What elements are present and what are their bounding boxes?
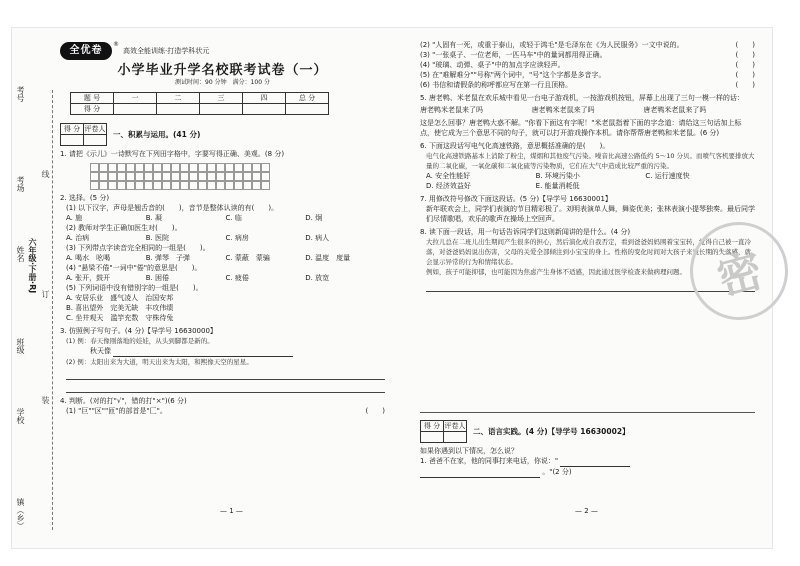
exam-title: 小学毕业升学名校联考试卷（一） — [117, 63, 328, 78]
left-page — [60, 40, 385, 416]
grid-cell[interactable] — [162, 172, 171, 181]
option[interactable]: A. 施 — [66, 214, 83, 222]
section2-intro: 如果你遇到以下情况，怎么说？ — [420, 447, 518, 455]
option[interactable]: B. 医院 — [145, 234, 170, 242]
grid-cell[interactable] — [216, 172, 225, 181]
score-cell: 一 — [114, 93, 157, 104]
grid-cell[interactable] — [180, 163, 189, 172]
section2-q1 — [420, 456, 755, 467]
option[interactable]: B. 环境污染小 — [535, 172, 580, 180]
q8-passage-2: 例如，孩子可能抑郁，也可能因为焦虑产生身体不适感，因此通过医学检查来做病理问题。 — [426, 268, 686, 276]
question-6 — [420, 141, 755, 151]
page-number-2: — 2 — — [575, 507, 598, 515]
grid-cell[interactable] — [189, 181, 198, 190]
question-3: 3. 仿照例子写句子。(4 分)【导学号 16630000】 — [60, 327, 217, 335]
option[interactable]: B. 凝 — [145, 214, 163, 222]
grader-blank[interactable] — [84, 135, 107, 146]
answer-parentheses[interactable]: ( ) — [735, 51, 755, 59]
grid-cell[interactable] — [108, 181, 117, 190]
grid-cell[interactable] — [144, 163, 153, 172]
class-label: 班级 — [16, 338, 25, 354]
question-8: 8. 读下面一段话，用一句话告诉同学们这则新闻讲的是什么。(4 分) — [420, 228, 631, 236]
option[interactable]: A. 喝水 吆喝 — [66, 254, 111, 262]
grid-cell[interactable] — [225, 181, 234, 190]
section2-title: 二、语言实践。(4 分)【导学号 16630002】 — [473, 426, 630, 436]
grid-cell[interactable] — [198, 181, 207, 190]
q5-line-2[interactable]: 唐老鸭米老鼠来了吗 — [531, 106, 595, 114]
brand-header — [60, 40, 385, 62]
option[interactable]: D. 放宽 — [305, 274, 330, 282]
grid-cell[interactable] — [234, 163, 243, 172]
grid-cell[interactable] — [153, 172, 162, 181]
judge-5-text: (5) 在"难解难分""号称"两个词中，"号"这个字都是多音字。 — [420, 71, 606, 79]
grade-table — [60, 123, 107, 146]
grid-cell[interactable] — [99, 181, 108, 190]
grid-cell[interactable] — [162, 163, 171, 172]
q3-answer-2-line[interactable] — [66, 369, 385, 380]
grid-cell[interactable] — [189, 172, 198, 181]
q3-example-2: (2) 例：太阳出来为大道，明天出来为太阳，和熙像天空的星星。 — [66, 358, 253, 366]
option[interactable]: A. 治病 — [66, 234, 90, 242]
score-cell: 得 分 — [71, 104, 114, 115]
grid-cell[interactable] — [117, 163, 126, 172]
grid-cell[interactable] — [162, 181, 171, 190]
q3-example-1: (1) 例：春天像刚落地的娃娃，从头到脚都是新的。 — [66, 337, 214, 345]
question-1: 1. 请把《示儿》一诗默写在下列田字格中，字要写得正确、美观。(8 分) — [60, 150, 285, 158]
option[interactable]: D. 经济效益好 — [426, 182, 471, 190]
grid-cell[interactable] — [171, 163, 180, 172]
seal-mark-pack: 装 — [41, 396, 50, 404]
q6-passage: 电气化高速铁路基本上消除了粉尘，煤烟和其他废气污染。噪音比高速公路低约 5～10 分贝。而喷气客机要排放大量的二氧化碳，一氧化碳和二氧化硫等污染物质，它们在大气中造成比较严重的污染。 — [426, 152, 755, 170]
grid-cell[interactable] — [243, 181, 252, 190]
grid-cell[interactable] — [234, 181, 243, 190]
school-label: 学校 — [16, 408, 25, 424]
grade-score-blank[interactable] — [421, 432, 444, 443]
q5-screen-lines — [420, 105, 755, 115]
judge-3-text: (3) "一张桌子、一位老师，一匹马车"中的量词都用得正确。 — [420, 51, 607, 59]
grid-cell[interactable] — [207, 172, 216, 181]
judge-6-text: (6) 书信和请假条的称呼都应写在第一行且顶格。 — [420, 81, 573, 89]
judge-2 — [420, 40, 755, 50]
section-divider — [420, 412, 755, 413]
grid-cell[interactable] — [153, 163, 162, 172]
option[interactable]: C. 运行速度快 — [645, 172, 690, 180]
grader-label: 评卷人 — [84, 125, 106, 133]
grade-score-label: 得 分 — [421, 421, 444, 432]
section2-q1-text: 1. 爸爸不在家，他的同事打来电话，你说：" — [420, 457, 559, 465]
q3-answer-prefix: 秋天像 — [90, 347, 111, 355]
answer-parentheses[interactable]: ( ) — [735, 71, 755, 79]
q7-passage[interactable]: 新年联欢会上，同学们表演的节目精彩极了。刘明表演单人舞，舞姿优美；张林表演小提琴独奏。最后同学们尽情歌唱，欢乐的歌声在操场上空回声。 — [426, 205, 755, 223]
grid-cell[interactable] — [90, 181, 99, 190]
q2-sub1: (1) 以下汉字，声母是翘舌音的( )，音节是整体认读的有( )。 — [66, 204, 279, 212]
town-label: 镇（乡） — [16, 498, 25, 530]
option[interactable]: B. 弹琴 子弹 — [145, 254, 191, 262]
grid-cell[interactable] — [126, 163, 135, 172]
grid-cell[interactable] — [225, 172, 234, 181]
score-cell: 题 号 — [71, 93, 114, 104]
grid-cell[interactable] — [261, 163, 270, 172]
q4-sub1-text: (1) "巨""区""匝"的部首是"匚"。 — [66, 407, 167, 415]
q2-sub2-options — [60, 233, 385, 243]
page-number-1: — 1 — — [220, 507, 243, 515]
grade-table — [420, 420, 467, 443]
grid-cell[interactable] — [252, 163, 261, 172]
grid-cell[interactable] — [117, 172, 126, 181]
q2-sub5-option-b[interactable]: B. 喜出望外 完美无缺 丰攻伟绩 — [66, 304, 174, 312]
q2-sub3-options — [60, 253, 385, 263]
q2-sub1-options — [60, 213, 385, 223]
option[interactable]: D. 病人 — [305, 234, 330, 242]
score-cell: 三 — [200, 93, 243, 104]
answer-parentheses[interactable]: ( ) — [735, 81, 755, 89]
option[interactable]: A. 安全性能好 — [426, 172, 471, 180]
q6-options-row1 — [420, 171, 755, 181]
judge-2-text: (2) "人固有一死，或重于泰山，或轻于鸿毛"是毛泽东在《为人民服务》一文中说的。 — [420, 41, 684, 49]
grid-cell[interactable] — [234, 172, 243, 181]
brand-logo: 全优卷 — [60, 42, 112, 60]
grid-cell[interactable] — [117, 181, 126, 190]
q5-paragraph: 这是怎么回事？唐老鸭大惑不解。"你看下面这有字呢！"米老鼠指着下面的字念道：请给这三句话加上标点，使它成为三个意思不同的句子，就可以打开游戏操作本机。请你帮帮唐老鸭和米老鼠。(6 分) — [420, 119, 742, 137]
judge-5 — [420, 70, 755, 80]
grid-cell[interactable] — [108, 163, 117, 172]
option[interactable]: C. 临 — [225, 214, 242, 222]
grid-cell[interactable] — [252, 172, 261, 181]
grid-cell[interactable] — [225, 163, 234, 172]
grid-cell[interactable] — [261, 181, 270, 190]
confidential-stamp: 密 — [679, 211, 799, 331]
grid-cell[interactable] — [153, 181, 162, 190]
score-cell: 四 — [243, 93, 286, 104]
score-blank[interactable] — [286, 104, 329, 115]
score-blank[interactable] — [200, 104, 243, 115]
question-2: 2. 选择。(5 分) — [60, 194, 110, 202]
section2-q1-end: 。"(2 分) — [542, 468, 572, 476]
grid-cell[interactable] — [126, 181, 135, 190]
score-cell: 总 分 — [286, 93, 329, 104]
grid-cell[interactable] — [135, 163, 144, 172]
judge-4-text: (4) "玻璃、动弹、桌子"中的加点字应读轻声。 — [420, 61, 565, 69]
grid-cell[interactable] — [180, 181, 189, 190]
grid-cell[interactable] — [243, 163, 252, 172]
grid-cell[interactable] — [252, 181, 261, 190]
answer-parentheses[interactable]: ( ) — [735, 61, 755, 69]
judge-4 — [420, 60, 755, 70]
grid-cell[interactable] — [198, 172, 207, 181]
section2-grade-box — [420, 420, 755, 443]
binding-dashed-line — [52, 90, 53, 530]
grid-cell[interactable] — [126, 172, 135, 181]
grid-cell[interactable] — [99, 172, 108, 181]
grade-score-blank[interactable] — [61, 135, 84, 146]
grid-cell[interactable] — [99, 163, 108, 172]
score-blank[interactable] — [114, 104, 157, 115]
grid-cell[interactable] — [135, 181, 144, 190]
grid-cell[interactable] — [207, 181, 216, 190]
option[interactable]: C. 疲倦 — [225, 274, 249, 282]
q5-line-1[interactable]: 唐老鸭米老鼠来了吗 — [420, 106, 483, 114]
section2-q1-blank-2[interactable] — [420, 467, 540, 478]
score-table-score-row — [71, 104, 329, 115]
grid-cell[interactable] — [171, 172, 180, 181]
q8-passage-1: 大拉儿总在二班儿出生期间产生很多的担心，然后演化成自我否定，看到爸爸妈妈围着宝宝转，觉得自己被一直冷落，对爸爸妈妈说出伤害，父母的关爱全部倾注到小宝宝的身上。性格的变化时间对大孩子来说长期的失落感，就会显示异常的行为和情绪状态。 — [426, 238, 751, 266]
question-5: 5. 唐老鸭、米老鼠在欢乐城中看见一台电子游戏机，一按游戏机按钮，屏幕上出现了三句一模一样的话： — [420, 94, 744, 102]
grader-label: 评卷人 — [444, 422, 466, 430]
grid-cell[interactable] — [90, 172, 99, 181]
writing-grid[interactable] — [90, 163, 385, 190]
option[interactable]: E. 能量消耗低 — [535, 182, 580, 190]
q2-sub5-option-a[interactable]: A. 安居乐业 盛气凌人 治国安邦 — [66, 294, 174, 302]
brand-slogan: 高效全能训练·打造学科状元 — [123, 47, 210, 55]
seal-mark-line: 线 — [41, 170, 50, 178]
q2-sub5: (5) 下列词语中没有错别字的一组是( )。 — [66, 284, 203, 292]
q2-sub4: (4) "悬梁不倦"一词中"倦"的意思是( )。 — [66, 264, 202, 272]
judge-6 — [420, 80, 755, 90]
grid-cell[interactable] — [216, 181, 225, 190]
question-4: 4. 判断。(对的打"√"，错的打"×")(6 分) — [60, 397, 187, 405]
option[interactable]: C. 病房 — [225, 234, 249, 242]
grid-cell[interactable] — [180, 172, 189, 181]
score-blank[interactable] — [243, 104, 286, 115]
judge-3 — [420, 50, 755, 60]
score-table — [70, 92, 329, 115]
grid-cell[interactable] — [108, 172, 117, 181]
grade-edition-label: 六年级·下册·RJ — [28, 238, 37, 294]
grid-cell[interactable] — [216, 163, 225, 172]
section1-grade-box — [60, 123, 385, 146]
registered-mark: ® — [113, 41, 119, 48]
score-blank[interactable] — [157, 104, 200, 115]
exam-info: 测试时间：90 分钟 满分：100 分 — [175, 79, 270, 86]
option[interactable]: D. 温度 度量 — [305, 254, 351, 262]
seal-mark-bind: 订 — [41, 290, 50, 298]
q6-options-row2 — [420, 181, 755, 191]
section2-block — [420, 420, 755, 478]
section2-q1-cont — [420, 467, 755, 478]
grid-cell[interactable] — [135, 172, 144, 181]
score-cell: 二 — [157, 93, 200, 104]
grid-cell[interactable] — [198, 163, 207, 172]
binding-sidebar — [12, 28, 52, 548]
grade-score-label: 得 分 — [61, 124, 84, 135]
exam-room-label: 考场 — [16, 176, 25, 192]
q2-sub3: (3) 下列带点字读音完全相同的一组是( )。 — [66, 244, 210, 252]
option[interactable]: B. 困倦 — [145, 274, 170, 282]
option[interactable]: C. 蒙蔽 蒙骗 — [225, 254, 270, 262]
section1-title: 一、积累与运用。(41 分) — [113, 129, 201, 139]
grid-cell[interactable] — [243, 172, 252, 181]
option[interactable]: D. 炯 — [305, 214, 323, 222]
q2-sub5-option-c[interactable]: C. 坐井观天 滥竽充数 守株待兔 — [66, 314, 174, 322]
grid-cell[interactable] — [207, 163, 216, 172]
q2-sub4-options — [60, 273, 385, 283]
grid-cell[interactable] — [261, 172, 270, 181]
q4-sub1 — [60, 406, 385, 416]
option[interactable]: A. 张开，鼓开 — [66, 274, 111, 282]
question-7: 7. 用修改符号修改下面这段话。(5 分)【导学号 16630001】 — [420, 195, 612, 203]
q5-line-3[interactable]: 唐老鸭米老鼠来了吗 — [643, 106, 707, 114]
grid-cell[interactable] — [90, 163, 99, 172]
name-label: 姓名 — [16, 246, 25, 262]
grid-cell[interactable] — [144, 181, 153, 190]
q3-answer-1-blank[interactable] — [113, 346, 293, 357]
grid-cell[interactable] — [189, 163, 198, 172]
grid-cell[interactable] — [144, 172, 153, 181]
exam-no-label: 考号 — [16, 86, 25, 102]
grader-blank[interactable] — [444, 432, 467, 443]
question-6-text: 6. 下面这段话写电气化高速铁路，意思概括准确的是( )。 — [420, 142, 610, 150]
section2-q1-blank[interactable] — [560, 456, 630, 467]
q3-answer-1 — [60, 346, 385, 357]
grid-cell[interactable] — [171, 181, 180, 190]
answer-parentheses[interactable]: ( ) — [735, 41, 755, 49]
answer-parentheses[interactable]: ( ) — [365, 407, 385, 415]
q3-answer-2-line[interactable] — [66, 382, 385, 393]
q2-sub2: (2) 教师对学生正确加医生对( )。 — [66, 224, 182, 232]
score-table-header-row — [71, 93, 329, 104]
